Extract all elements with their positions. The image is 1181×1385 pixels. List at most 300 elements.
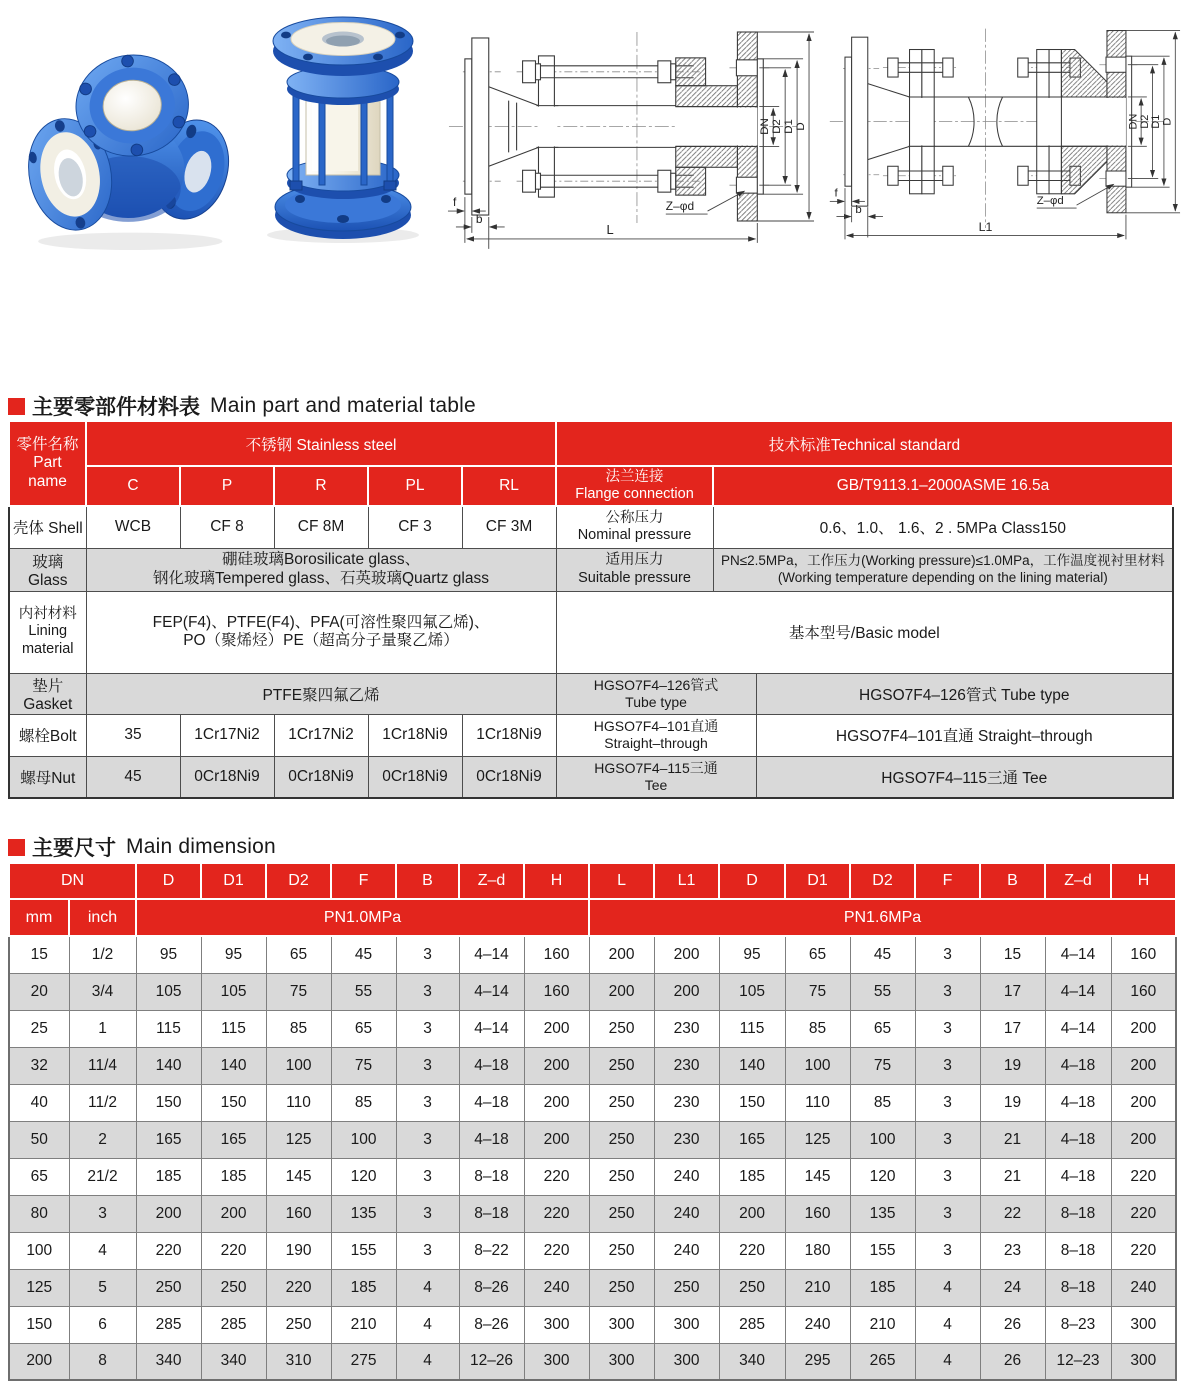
- pn16-header: PN1.6MPa: [589, 899, 1176, 936]
- dimension-cell: 200: [201, 1195, 266, 1232]
- dimension-cell: 75: [331, 1047, 396, 1084]
- dimension-cell: 250: [201, 1269, 266, 1306]
- dimension-cell: 4: [69, 1232, 136, 1269]
- dimension-cell: 12–23: [1045, 1343, 1111, 1380]
- dimension-cell: 55: [850, 973, 915, 1010]
- dim-label-d: D: [1161, 117, 1174, 126]
- dimension-cell: 3: [396, 1121, 459, 1158]
- material-section-title: [8, 391, 476, 421]
- col-d-right: D: [719, 863, 785, 899]
- dimension-cell: 6: [69, 1306, 136, 1343]
- nut-r: 0Cr18Ni9: [274, 756, 368, 798]
- suitable-pressure-en: Suitable pressure: [578, 569, 691, 586]
- dimension-cell: 220: [201, 1232, 266, 1269]
- col-d-left: D: [136, 863, 201, 899]
- dimension-cell: 8–18: [1045, 1195, 1111, 1232]
- dimension-cell: 200: [654, 936, 719, 973]
- dimension-cell: 250: [589, 1158, 654, 1195]
- dimension-cell: 220: [1111, 1195, 1176, 1232]
- dimension-row-dn-80: [9, 1195, 1176, 1232]
- dimension-cell: 250: [719, 1269, 785, 1306]
- dimension-cell: 240: [524, 1269, 589, 1306]
- dimension-cell: 4: [396, 1306, 459, 1343]
- dimension-cell: 250: [589, 1195, 654, 1232]
- dimension-cell: 120: [850, 1158, 915, 1195]
- dimension-cell: 40: [9, 1084, 69, 1121]
- dimension-cell: 8–22: [459, 1232, 524, 1269]
- dimension-cell: 200: [1111, 1010, 1176, 1047]
- dimension-cell: 65: [850, 1010, 915, 1047]
- tube-type-label: [556, 673, 756, 714]
- dimension-cell: 240: [654, 1232, 719, 1269]
- dimension-cell: 4–14: [1045, 973, 1111, 1010]
- dimension-cell: 300: [589, 1306, 654, 1343]
- grade-p-header: P: [180, 466, 274, 506]
- dim-label-f: f: [452, 195, 457, 210]
- dimension-cell: 275: [331, 1343, 396, 1380]
- dimension-cell: 160: [1111, 936, 1176, 973]
- grade-c-header: C: [86, 466, 180, 506]
- dimension-cell: 300: [1111, 1306, 1176, 1343]
- dimension-row-dn-200: [9, 1343, 1176, 1380]
- nominal-pressure-value: 0.6、1.0、 1.6、2 . 5MPa Class150: [713, 506, 1173, 548]
- col-d2-right: D2: [850, 863, 915, 899]
- glass-value-line1: 硼硅玻璃Borosilicate glass、: [221, 551, 421, 569]
- dimension-cell: 17: [980, 1010, 1045, 1047]
- shell-rl: CF 3M: [462, 506, 556, 548]
- dimension-cell: 85: [850, 1084, 915, 1121]
- dimension-cell: 160: [524, 936, 589, 973]
- dimension-cell: 105: [136, 973, 201, 1010]
- dimension-row-dn-40: [9, 1084, 1176, 1121]
- dimension-cell: 22: [980, 1195, 1045, 1232]
- dimension-cell: 125: [266, 1121, 331, 1158]
- nut-rl: 0Cr18Ni9: [462, 756, 556, 798]
- material-title-en: Main part and material table: [210, 394, 476, 417]
- dimension-cell: 185: [719, 1158, 785, 1195]
- grade-pl-header: PL: [368, 466, 462, 506]
- dimension-row-dn-25: [9, 1010, 1176, 1047]
- technical-standard-header: 技术标准Technical standard: [556, 421, 1173, 466]
- dimension-row-dn-150: [9, 1306, 1176, 1343]
- dimension-cell: 200: [1111, 1084, 1176, 1121]
- material-header-row-1: [9, 421, 1173, 466]
- dimension-cell: 20: [9, 973, 69, 1010]
- dimension-cell: 105: [719, 973, 785, 1010]
- dimension-row-dn-15: [9, 936, 1176, 973]
- dimension-cell: 220: [524, 1195, 589, 1232]
- dimension-cell: 230: [654, 1047, 719, 1084]
- dimension-cell: 300: [524, 1306, 589, 1343]
- dimension-cell: 310: [266, 1343, 331, 1380]
- col-h-left: H: [524, 863, 589, 899]
- col-zd-left: Z–d: [459, 863, 524, 899]
- dimension-cell: 100: [850, 1121, 915, 1158]
- dim-label-zd: Z–φd: [1036, 195, 1064, 208]
- dimension-cell: 160: [524, 973, 589, 1010]
- dimension-row-dn-20: [9, 973, 1176, 1010]
- dimension-cell: 21/2: [69, 1158, 136, 1195]
- dimension-row-dn-125: [9, 1269, 1176, 1306]
- dimension-cell: 5: [69, 1269, 136, 1306]
- part-name-en: Part name: [28, 454, 67, 490]
- pn10-header: PN1.0MPa: [136, 899, 589, 936]
- stainless-steel-header: 不锈钢 Stainless steel: [86, 421, 556, 466]
- bolt-row: [9, 714, 1173, 756]
- lining-label-en1: Lining: [28, 623, 68, 640]
- tee-label: [556, 756, 756, 798]
- dim-label-d2: D2: [771, 119, 784, 134]
- dimension-cell: 210: [331, 1306, 396, 1343]
- dimension-section-title: [8, 832, 276, 862]
- dimension-cell: 25: [9, 1010, 69, 1047]
- dim-label-d1: D1: [1150, 114, 1163, 129]
- dimension-cell: 50: [9, 1121, 69, 1158]
- dimension-cell: 200: [524, 1047, 589, 1084]
- red-square-bullet: [8, 398, 25, 415]
- dimension-cell: 200: [654, 973, 719, 1010]
- dimension-cell: 100: [785, 1047, 850, 1084]
- dimension-cell: 125: [785, 1121, 850, 1158]
- straight-through-line1: HGSO7F4–101直通: [593, 718, 719, 735]
- dimension-cell: 200: [589, 973, 654, 1010]
- dimension-cell: 250: [589, 1047, 654, 1084]
- bolt-label: 螺栓Bolt: [9, 714, 86, 756]
- col-f-right: F: [915, 863, 980, 899]
- dimension-cell: 11/4: [69, 1047, 136, 1084]
- dimension-cell: 3: [69, 1195, 136, 1232]
- dim-label-zd: Z–φd: [665, 199, 695, 214]
- lining-value: [86, 591, 556, 673]
- col-d1-left: D1: [201, 863, 266, 899]
- dimension-cell: 4–14: [459, 936, 524, 973]
- col-b-right: B: [980, 863, 1045, 899]
- dim-label-d2: D2: [1138, 114, 1151, 129]
- dimension-cell: 4: [396, 1343, 459, 1380]
- dimension-table: [8, 862, 1177, 1381]
- grade-rl-header: RL: [462, 466, 556, 506]
- flange-connection-en: Flange connection: [575, 486, 694, 502]
- shell-label: 壳体 Shell: [9, 506, 86, 548]
- nut-label: 螺母Nut: [9, 756, 86, 798]
- dimension-header-row-1: [9, 863, 1176, 899]
- dimension-cell: 220: [1111, 1232, 1176, 1269]
- dimension-cell: 85: [785, 1010, 850, 1047]
- dimension-cell: 55: [331, 973, 396, 1010]
- dimension-header-row-2: [9, 899, 1176, 936]
- product-photo-tube-sight-glass: [248, 5, 438, 245]
- bolt-p: 1Cr17Ni2: [180, 714, 274, 756]
- dimension-table-body: [9, 936, 1176, 1380]
- product-photo-cross-sight-glass: [12, 24, 234, 252]
- dimension-cell: 3: [915, 1047, 980, 1084]
- dimension-cell: 155: [850, 1232, 915, 1269]
- dimension-cell: 250: [589, 1269, 654, 1306]
- dimension-cell: 4–14: [459, 973, 524, 1010]
- lining-label-en2: material: [21, 640, 74, 657]
- dn-header: DN: [9, 863, 136, 899]
- dimension-cell: 45: [331, 936, 396, 973]
- glass-value-line2: 钢化玻璃Tempered glass、石英玻璃Quartz glass: [153, 569, 489, 587]
- shell-p: CF 8: [180, 506, 274, 548]
- dimension-cell: 3: [396, 1195, 459, 1232]
- dimension-cell: 4: [915, 1343, 980, 1380]
- dimension-cell: 75: [266, 973, 331, 1010]
- dimension-cell: 150: [719, 1084, 785, 1121]
- dimension-cell: 340: [136, 1343, 201, 1380]
- dimension-cell: 1: [69, 1010, 136, 1047]
- dimension-cell: 180: [785, 1232, 850, 1269]
- dimension-cell: 250: [266, 1306, 331, 1343]
- dimension-cell: 4–18: [1045, 1121, 1111, 1158]
- dimension-title-en: Main dimension: [126, 835, 276, 858]
- dimension-cell: 3: [396, 1010, 459, 1047]
- dimension-cell: 300: [654, 1343, 719, 1380]
- suitable-pressure-cn: 适用压力: [605, 552, 664, 569]
- dimension-cell: 240: [785, 1306, 850, 1343]
- dim-label-l1: L1: [978, 219, 993, 234]
- dimension-cell: 285: [201, 1306, 266, 1343]
- dimension-cell: 155: [331, 1232, 396, 1269]
- technical-drawing-straight-through: [443, 2, 815, 251]
- dimension-cell: 26: [980, 1343, 1045, 1380]
- dimension-cell: 3: [915, 973, 980, 1010]
- nut-c: 45: [86, 756, 180, 798]
- col-l: L: [589, 863, 654, 899]
- red-square-bullet: [8, 839, 25, 856]
- dimension-row-dn-100: [9, 1232, 1176, 1269]
- dimension-cell: 220: [524, 1158, 589, 1195]
- dim-label-d: D: [795, 122, 808, 131]
- dimension-cell: 145: [785, 1158, 850, 1195]
- dimension-cell: 165: [136, 1121, 201, 1158]
- dimension-cell: 4–14: [1045, 936, 1111, 973]
- dimension-cell: 140: [719, 1047, 785, 1084]
- dimension-cell: 135: [850, 1195, 915, 1232]
- dimension-cell: 220: [136, 1232, 201, 1269]
- dimension-cell: 1/2: [69, 936, 136, 973]
- nominal-pressure-cn: 公称压力: [605, 510, 664, 527]
- dimension-cell: 4–18: [459, 1084, 524, 1121]
- dimension-cell: 8–18: [1045, 1269, 1111, 1306]
- lining-value-line1: FEP(F4)、PTFE(F4)、PFA(可溶性聚四氟乙烯)、: [152, 613, 490, 631]
- dimension-cell: 230: [654, 1084, 719, 1121]
- bolt-pl: 1Cr18Ni9: [368, 714, 462, 756]
- dimension-cell: 150: [136, 1084, 201, 1121]
- dimension-cell: 160: [785, 1195, 850, 1232]
- dimension-cell: 100: [331, 1121, 396, 1158]
- suitable-pressure-value-line1: PN≤2.5MPa，工作压力(Working pressure)≤1.0MPa，工作温度视衬里材料: [720, 552, 1165, 568]
- dimension-cell: 250: [589, 1010, 654, 1047]
- material-table: [8, 420, 1174, 799]
- dimension-cell: 21: [980, 1121, 1045, 1158]
- gasket-label: 垫片Gasket: [9, 673, 86, 714]
- dimension-cell: 3: [396, 936, 459, 973]
- part-name-header: [9, 421, 86, 506]
- suitable-pressure-label: [556, 548, 713, 591]
- dimension-cell: 220: [719, 1232, 785, 1269]
- flange-connection-header: [556, 466, 713, 506]
- dimension-cell: 120: [331, 1158, 396, 1195]
- col-h-right: H: [1111, 863, 1176, 899]
- dimension-cell: 110: [785, 1084, 850, 1121]
- tee-line2: Tee: [644, 776, 668, 793]
- material-title-cn: 主要零部件材料表: [32, 396, 200, 419]
- lining-label-cn: 内衬材料: [18, 605, 77, 622]
- dimension-cell: 265: [850, 1343, 915, 1380]
- bolt-r: 1Cr17Ni2: [274, 714, 368, 756]
- nominal-pressure-label: [556, 506, 713, 548]
- dimension-cell: 75: [785, 973, 850, 1010]
- dimension-cell: 11/2: [69, 1084, 136, 1121]
- dimension-cell: 3: [396, 1232, 459, 1269]
- dimension-cell: 3: [915, 1232, 980, 1269]
- grade-r-header: R: [274, 466, 368, 506]
- dimension-row-dn-32: [9, 1047, 1176, 1084]
- dimension-cell: 15: [980, 936, 1045, 973]
- dimension-cell: 200: [719, 1195, 785, 1232]
- dimension-cell: 65: [785, 936, 850, 973]
- dimension-cell: 200: [136, 1195, 201, 1232]
- dimension-cell: 17: [980, 973, 1045, 1010]
- dimension-cell: 21: [980, 1158, 1045, 1195]
- nut-row: [9, 756, 1173, 798]
- dimension-cell: 230: [654, 1121, 719, 1158]
- material-header-row-2: [9, 466, 1173, 506]
- shell-r: CF 8M: [274, 506, 368, 548]
- dimension-cell: 8–26: [459, 1269, 524, 1306]
- dimension-cell: 4: [915, 1306, 980, 1343]
- dimension-cell: 3: [396, 1047, 459, 1084]
- dimension-cell: 95: [719, 936, 785, 973]
- dimension-cell: 65: [331, 1010, 396, 1047]
- dimension-cell: 100: [9, 1232, 69, 1269]
- basic-model-value: 基本型号/Basic model: [556, 591, 1173, 673]
- dimension-cell: 4: [915, 1269, 980, 1306]
- dimension-cell: 240: [1111, 1269, 1176, 1306]
- dimension-cell: 115: [719, 1010, 785, 1047]
- straight-through-label: [556, 714, 756, 756]
- dimension-cell: 8–26: [459, 1306, 524, 1343]
- dimension-cell: 160: [1111, 973, 1176, 1010]
- nut-p: 0Cr18Ni9: [180, 756, 274, 798]
- dim-label-l: L: [606, 221, 614, 237]
- dimension-cell: 19: [980, 1084, 1045, 1121]
- dimension-cell: 8: [69, 1343, 136, 1380]
- suitable-pressure-value: [713, 548, 1173, 591]
- dimension-cell: 85: [331, 1084, 396, 1121]
- shell-row: [9, 506, 1173, 548]
- dimension-cell: 2: [69, 1121, 136, 1158]
- dimension-cell: 4–18: [1045, 1158, 1111, 1195]
- dimension-cell: 85: [266, 1010, 331, 1047]
- dimension-cell: 300: [1111, 1343, 1176, 1380]
- dimension-cell: 250: [589, 1232, 654, 1269]
- dimension-cell: 95: [136, 936, 201, 973]
- glass-value: [86, 548, 556, 591]
- technical-drawing-tube-type: [826, 0, 1181, 249]
- dim-label-dn: DN: [1127, 113, 1140, 130]
- dimension-cell: 200: [524, 1121, 589, 1158]
- glass-row: [9, 548, 1173, 591]
- dimension-cell: 340: [201, 1343, 266, 1380]
- shell-c: WCB: [86, 506, 180, 548]
- dimension-cell: 200: [1111, 1047, 1176, 1084]
- dimension-cell: 240: [654, 1195, 719, 1232]
- dimension-cell: 150: [9, 1306, 69, 1343]
- dimension-cell: 110: [266, 1084, 331, 1121]
- flange-connection-cn: 法兰连接: [605, 468, 664, 485]
- lining-value-line2: PO（聚烯烃）PE（超高分子量聚乙烯）: [183, 632, 459, 649]
- dimension-cell: 3: [396, 1084, 459, 1121]
- dimension-cell: 15: [9, 936, 69, 973]
- dim-label-d1: D1: [783, 119, 796, 134]
- dimension-cell: 220: [524, 1232, 589, 1269]
- dimension-cell: 23: [980, 1232, 1045, 1269]
- dim-label-f: f: [834, 187, 838, 200]
- dimension-cell: 285: [719, 1306, 785, 1343]
- dimension-cell: 250: [654, 1269, 719, 1306]
- dimension-cell: 220: [266, 1269, 331, 1306]
- dimension-cell: 32: [9, 1047, 69, 1084]
- tube-type-line2: Tube type: [625, 693, 687, 710]
- col-l1: L1: [654, 863, 719, 899]
- dimension-cell: 185: [136, 1158, 201, 1195]
- dimension-cell: 65: [9, 1158, 69, 1195]
- dimension-cell: 3: [915, 936, 980, 973]
- tee-line1: HGSO7F4–115三通: [594, 760, 718, 777]
- dimension-cell: 185: [331, 1269, 396, 1306]
- dimension-cell: 240: [654, 1158, 719, 1195]
- dimension-cell: 3: [396, 1158, 459, 1195]
- dimension-cell: 140: [201, 1047, 266, 1084]
- tee-value: HGSO7F4–115三通 Tee: [756, 756, 1173, 798]
- dimension-cell: 8–23: [1045, 1306, 1111, 1343]
- photo2-shapes: [267, 17, 419, 243]
- dimension-cell: 210: [785, 1269, 850, 1306]
- part-name-cn: 零件名称: [16, 436, 79, 454]
- dimension-cell: 160: [266, 1195, 331, 1232]
- dimension-cell: 165: [719, 1121, 785, 1158]
- dimension-cell: 125: [9, 1269, 69, 1306]
- dimension-cell: 3: [915, 1084, 980, 1121]
- dimension-cell: 145: [266, 1158, 331, 1195]
- nut-pl: 0Cr18Ni9: [368, 756, 462, 798]
- tube-type-value: HGSO7F4–126管式 Tube type: [756, 673, 1173, 714]
- gasket-row: [9, 673, 1173, 714]
- dimension-cell: 8–18: [459, 1195, 524, 1232]
- dimension-cell: 250: [589, 1084, 654, 1121]
- dimension-cell: 65: [266, 936, 331, 973]
- dimension-cell: 220: [1111, 1158, 1176, 1195]
- glass-label: 玻璃 Glass: [9, 548, 86, 591]
- inch-header: inch: [69, 899, 136, 936]
- dimension-cell: 3: [915, 1010, 980, 1047]
- dimension-cell: 4–14: [1045, 1010, 1111, 1047]
- dimension-cell: 100: [266, 1047, 331, 1084]
- bolt-rl: 1Cr18Ni9: [462, 714, 556, 756]
- dimension-cell: 185: [850, 1269, 915, 1306]
- dimension-cell: 300: [589, 1343, 654, 1380]
- dimension-cell: 4–18: [459, 1121, 524, 1158]
- nominal-pressure-en: Nominal pressure: [577, 527, 692, 544]
- col-b-left: B: [396, 863, 459, 899]
- dimension-cell: 200: [589, 936, 654, 973]
- tube-type-line1: HGSO7F4–126管式: [593, 676, 719, 693]
- dimension-cell: 250: [136, 1269, 201, 1306]
- dimension-cell: 8–18: [1045, 1232, 1111, 1269]
- dimension-cell: 295: [785, 1343, 850, 1380]
